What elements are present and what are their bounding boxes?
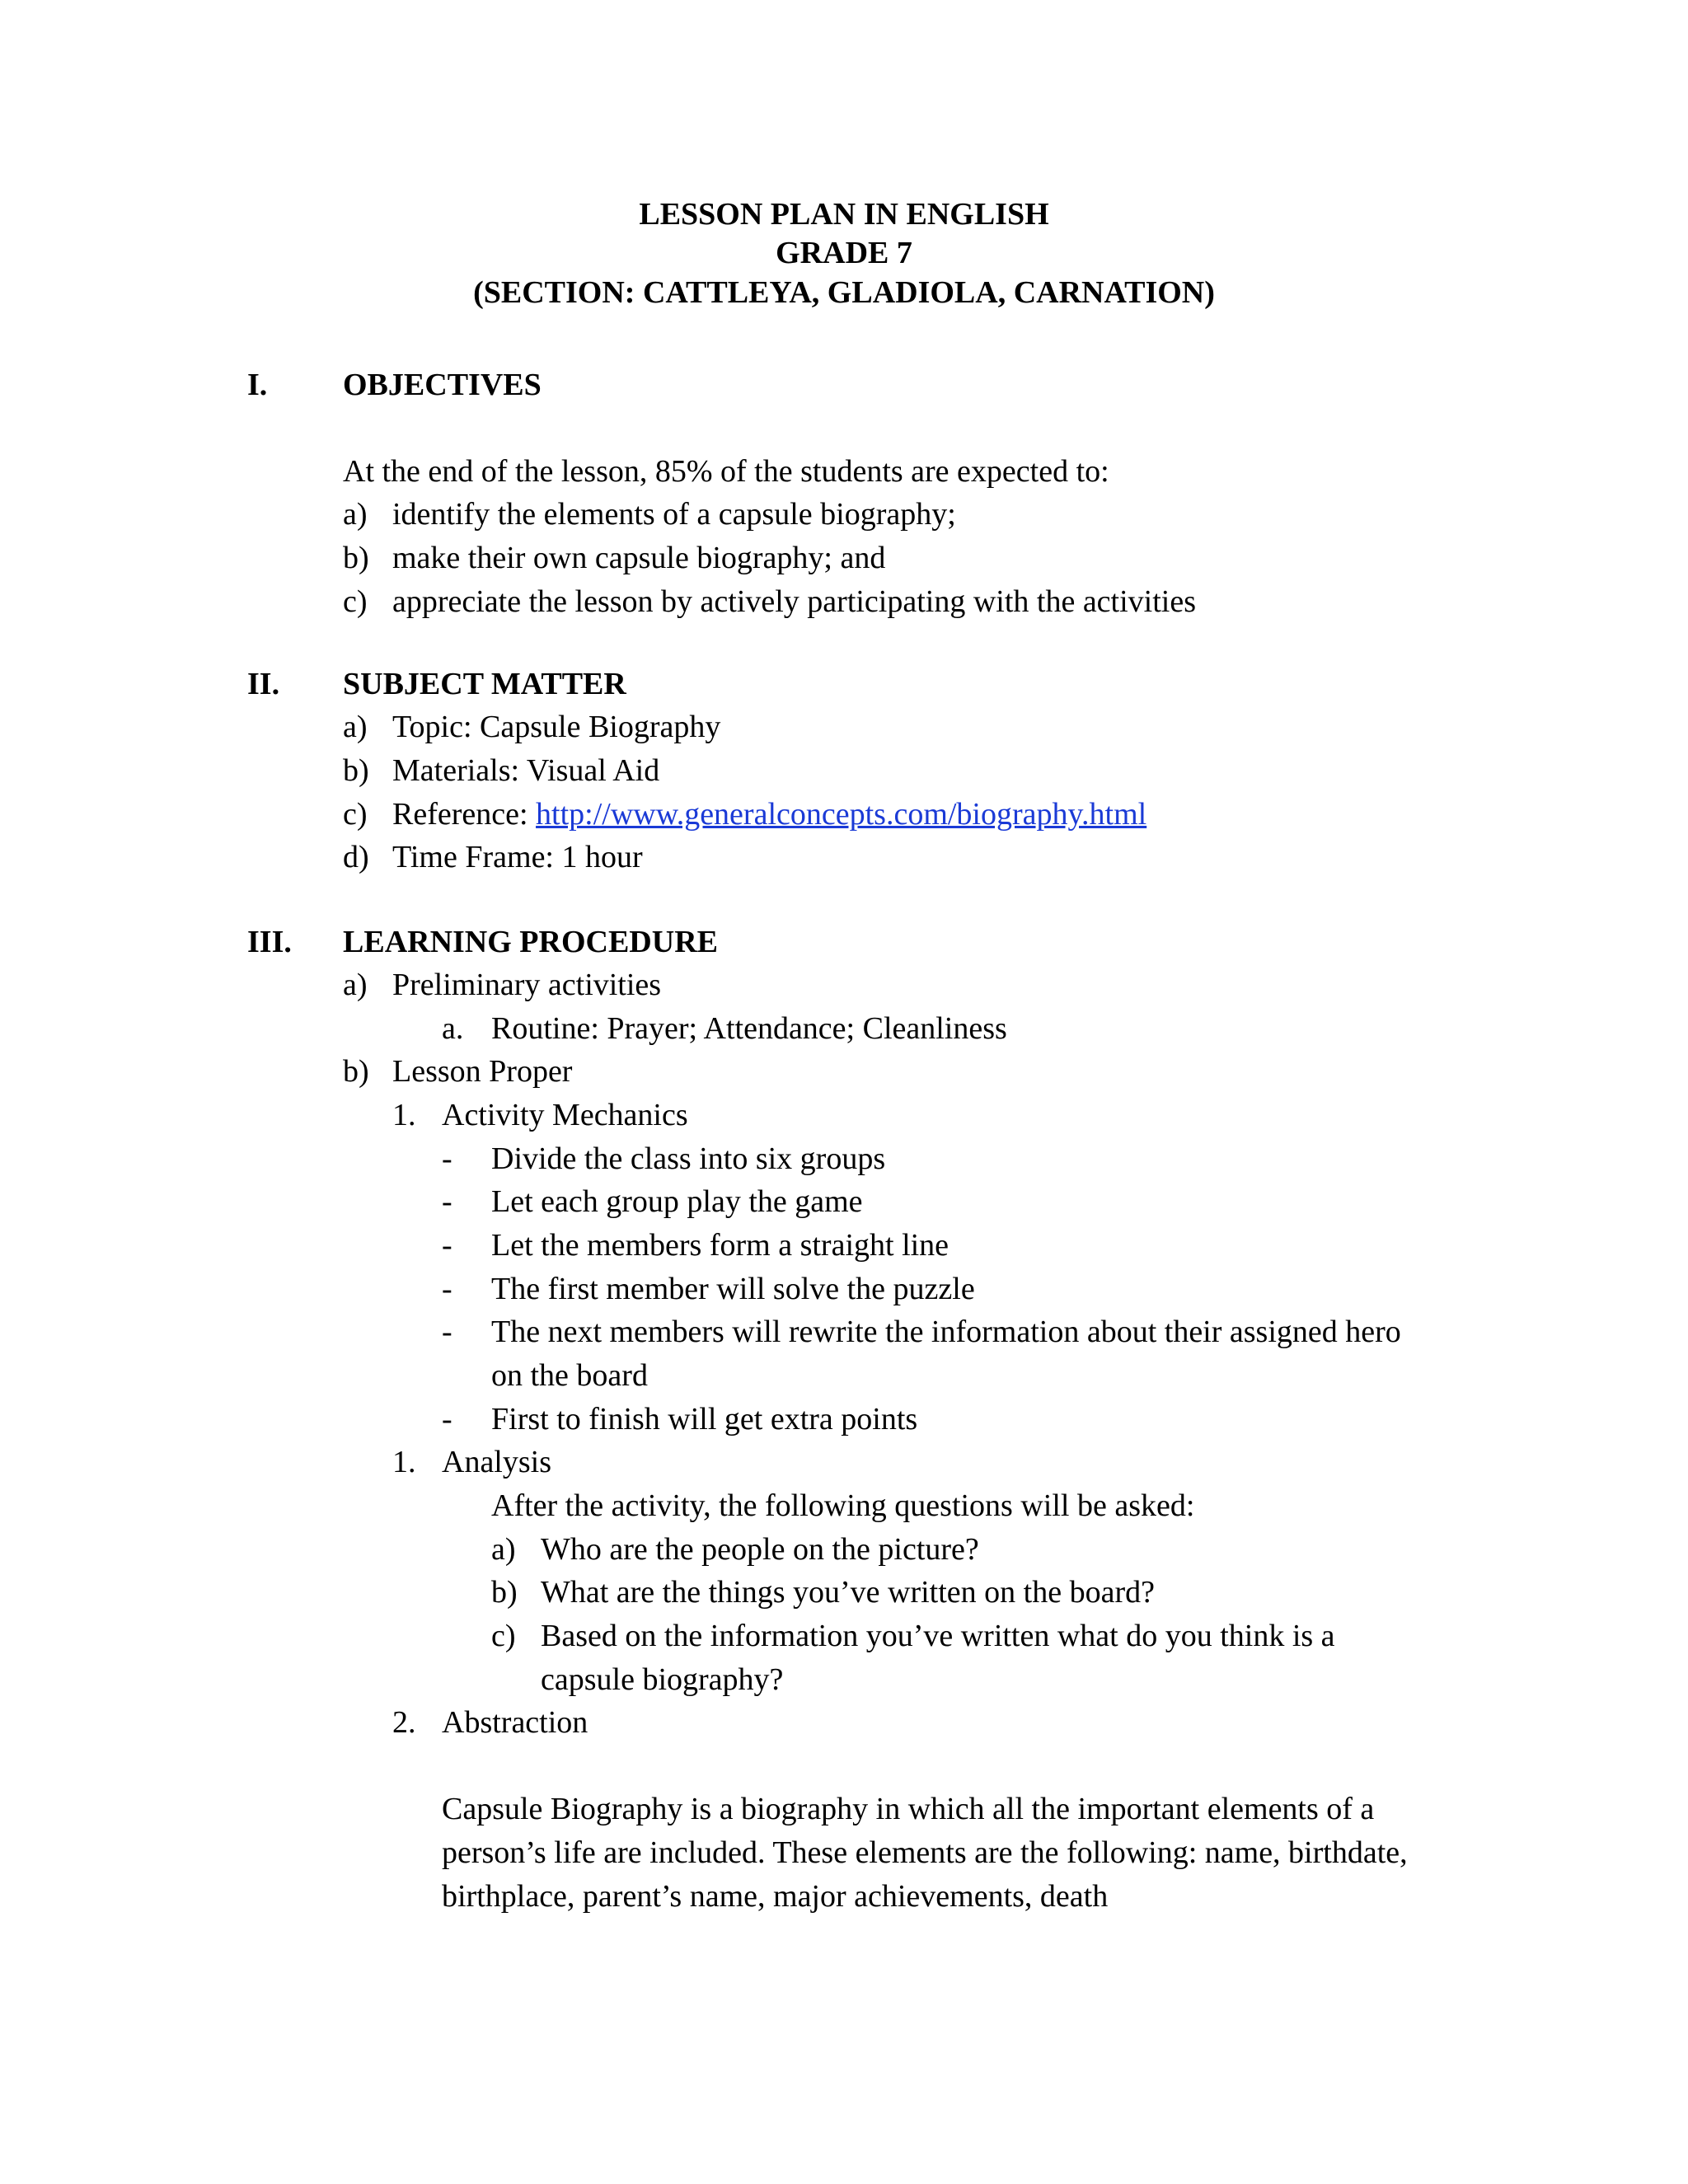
objectives-intro: At the end of the lesson, 85% of the students are expected to: — [343, 454, 1109, 489]
abstraction: Abstraction — [442, 1705, 588, 1740]
list-marker: a) — [491, 1532, 516, 1567]
list-item-continuation: on the board — [491, 1358, 648, 1393]
section-heading-learning-procedure: LEARNING PROCEDURE — [343, 925, 718, 959]
list-marker: b) — [491, 1575, 518, 1610]
list-item: Divide the class into six groups — [491, 1141, 886, 1176]
routine: Routine: Prayer; Attendance; Cleanliness — [491, 1011, 1007, 1046]
list-marker: c) — [491, 1619, 516, 1653]
title-line-1: LESSON PLAN IN ENGLISH — [639, 197, 1049, 232]
list-item: identify the elements of a capsule biography; — [392, 497, 956, 532]
list-marker: b) — [343, 541, 369, 575]
list-marker: a. — [442, 1011, 464, 1046]
list-marker: 2. — [392, 1705, 416, 1740]
list-item: The next members will rewrite the information about their assigned hero — [491, 1315, 1401, 1349]
question-item: What are the things you’ve written on the board? — [541, 1575, 1155, 1610]
list-marker: a) — [343, 968, 368, 1002]
list-item-topic: Topic: Capsule Biography — [392, 710, 721, 744]
analysis-intro: After the activity, the following questions will be asked: — [491, 1488, 1195, 1523]
section-numeral-learning-procedure: III. — [247, 925, 292, 959]
question-item: Who are the people on the picture? — [541, 1532, 979, 1567]
analysis: Analysis — [442, 1445, 551, 1479]
question-item-continuation: capsule biography? — [541, 1662, 784, 1697]
list-marker: - — [442, 1184, 452, 1219]
activity-mechanics: Activity Mechanics — [442, 1098, 688, 1132]
section-heading-objectives: OBJECTIVES — [343, 368, 542, 402]
list-marker: c) — [343, 797, 368, 832]
preliminary-activities: Preliminary activities — [392, 968, 662, 1002]
list-marker: a) — [343, 710, 368, 744]
list-marker: c) — [343, 584, 368, 619]
list-item: The first member will solve the puzzle — [491, 1272, 975, 1306]
section-numeral-subject-matter: II. — [247, 667, 280, 701]
section-heading-subject-matter: SUBJECT MATTER — [343, 667, 626, 701]
list-item: make their own capsule biography; and — [392, 541, 886, 575]
list-marker: a) — [343, 497, 368, 532]
list-item-time-frame: Time Frame: 1 hour — [392, 840, 643, 874]
list-item: Let each group play the game — [491, 1184, 863, 1219]
abstraction-paragraph-line-2: person’s life are included. These elements are the following: name, birthdate, — [442, 1835, 1408, 1870]
list-marker: - — [442, 1402, 452, 1436]
list-item-reference — [392, 799, 1146, 830]
list-marker: 1. — [392, 1445, 416, 1479]
list-marker: - — [442, 1315, 452, 1349]
list-marker: - — [442, 1228, 452, 1263]
abstraction-paragraph-line-1: Capsule Biography is a biography in which all the important elements of a — [442, 1792, 1375, 1826]
list-marker: b) — [343, 1054, 369, 1089]
list-marker: - — [442, 1141, 452, 1176]
list-marker: 1. — [392, 1098, 416, 1132]
reference-label: Reference: — [392, 797, 537, 832]
lesson-proper: Lesson Proper — [392, 1054, 573, 1089]
reference-link[interactable]: http://www.generalconcepts.com/biography.html — [536, 797, 1147, 832]
list-marker: b) — [343, 753, 369, 788]
title-line-3: (SECTION: CATTLEYA, GLADIOLA, CARNATION) — [473, 275, 1215, 310]
question-item: Based on the information you’ve written what do you think is a — [541, 1619, 1335, 1653]
list-marker: d) — [343, 840, 369, 874]
list-item: appreciate the lesson by actively participating with the activities — [392, 584, 1196, 619]
section-numeral-objectives: I. — [247, 368, 268, 402]
title-line-2: GRADE 7 — [776, 236, 912, 270]
list-item-materials: Materials: Visual Aid — [392, 753, 660, 788]
list-item: First to finish will get extra points — [491, 1402, 918, 1436]
abstraction-paragraph-line-3: birthplace, parent’s name, major achievements, death — [442, 1879, 1109, 1914]
list-marker: - — [442, 1272, 452, 1306]
list-item: Let the members form a straight line — [491, 1228, 950, 1263]
